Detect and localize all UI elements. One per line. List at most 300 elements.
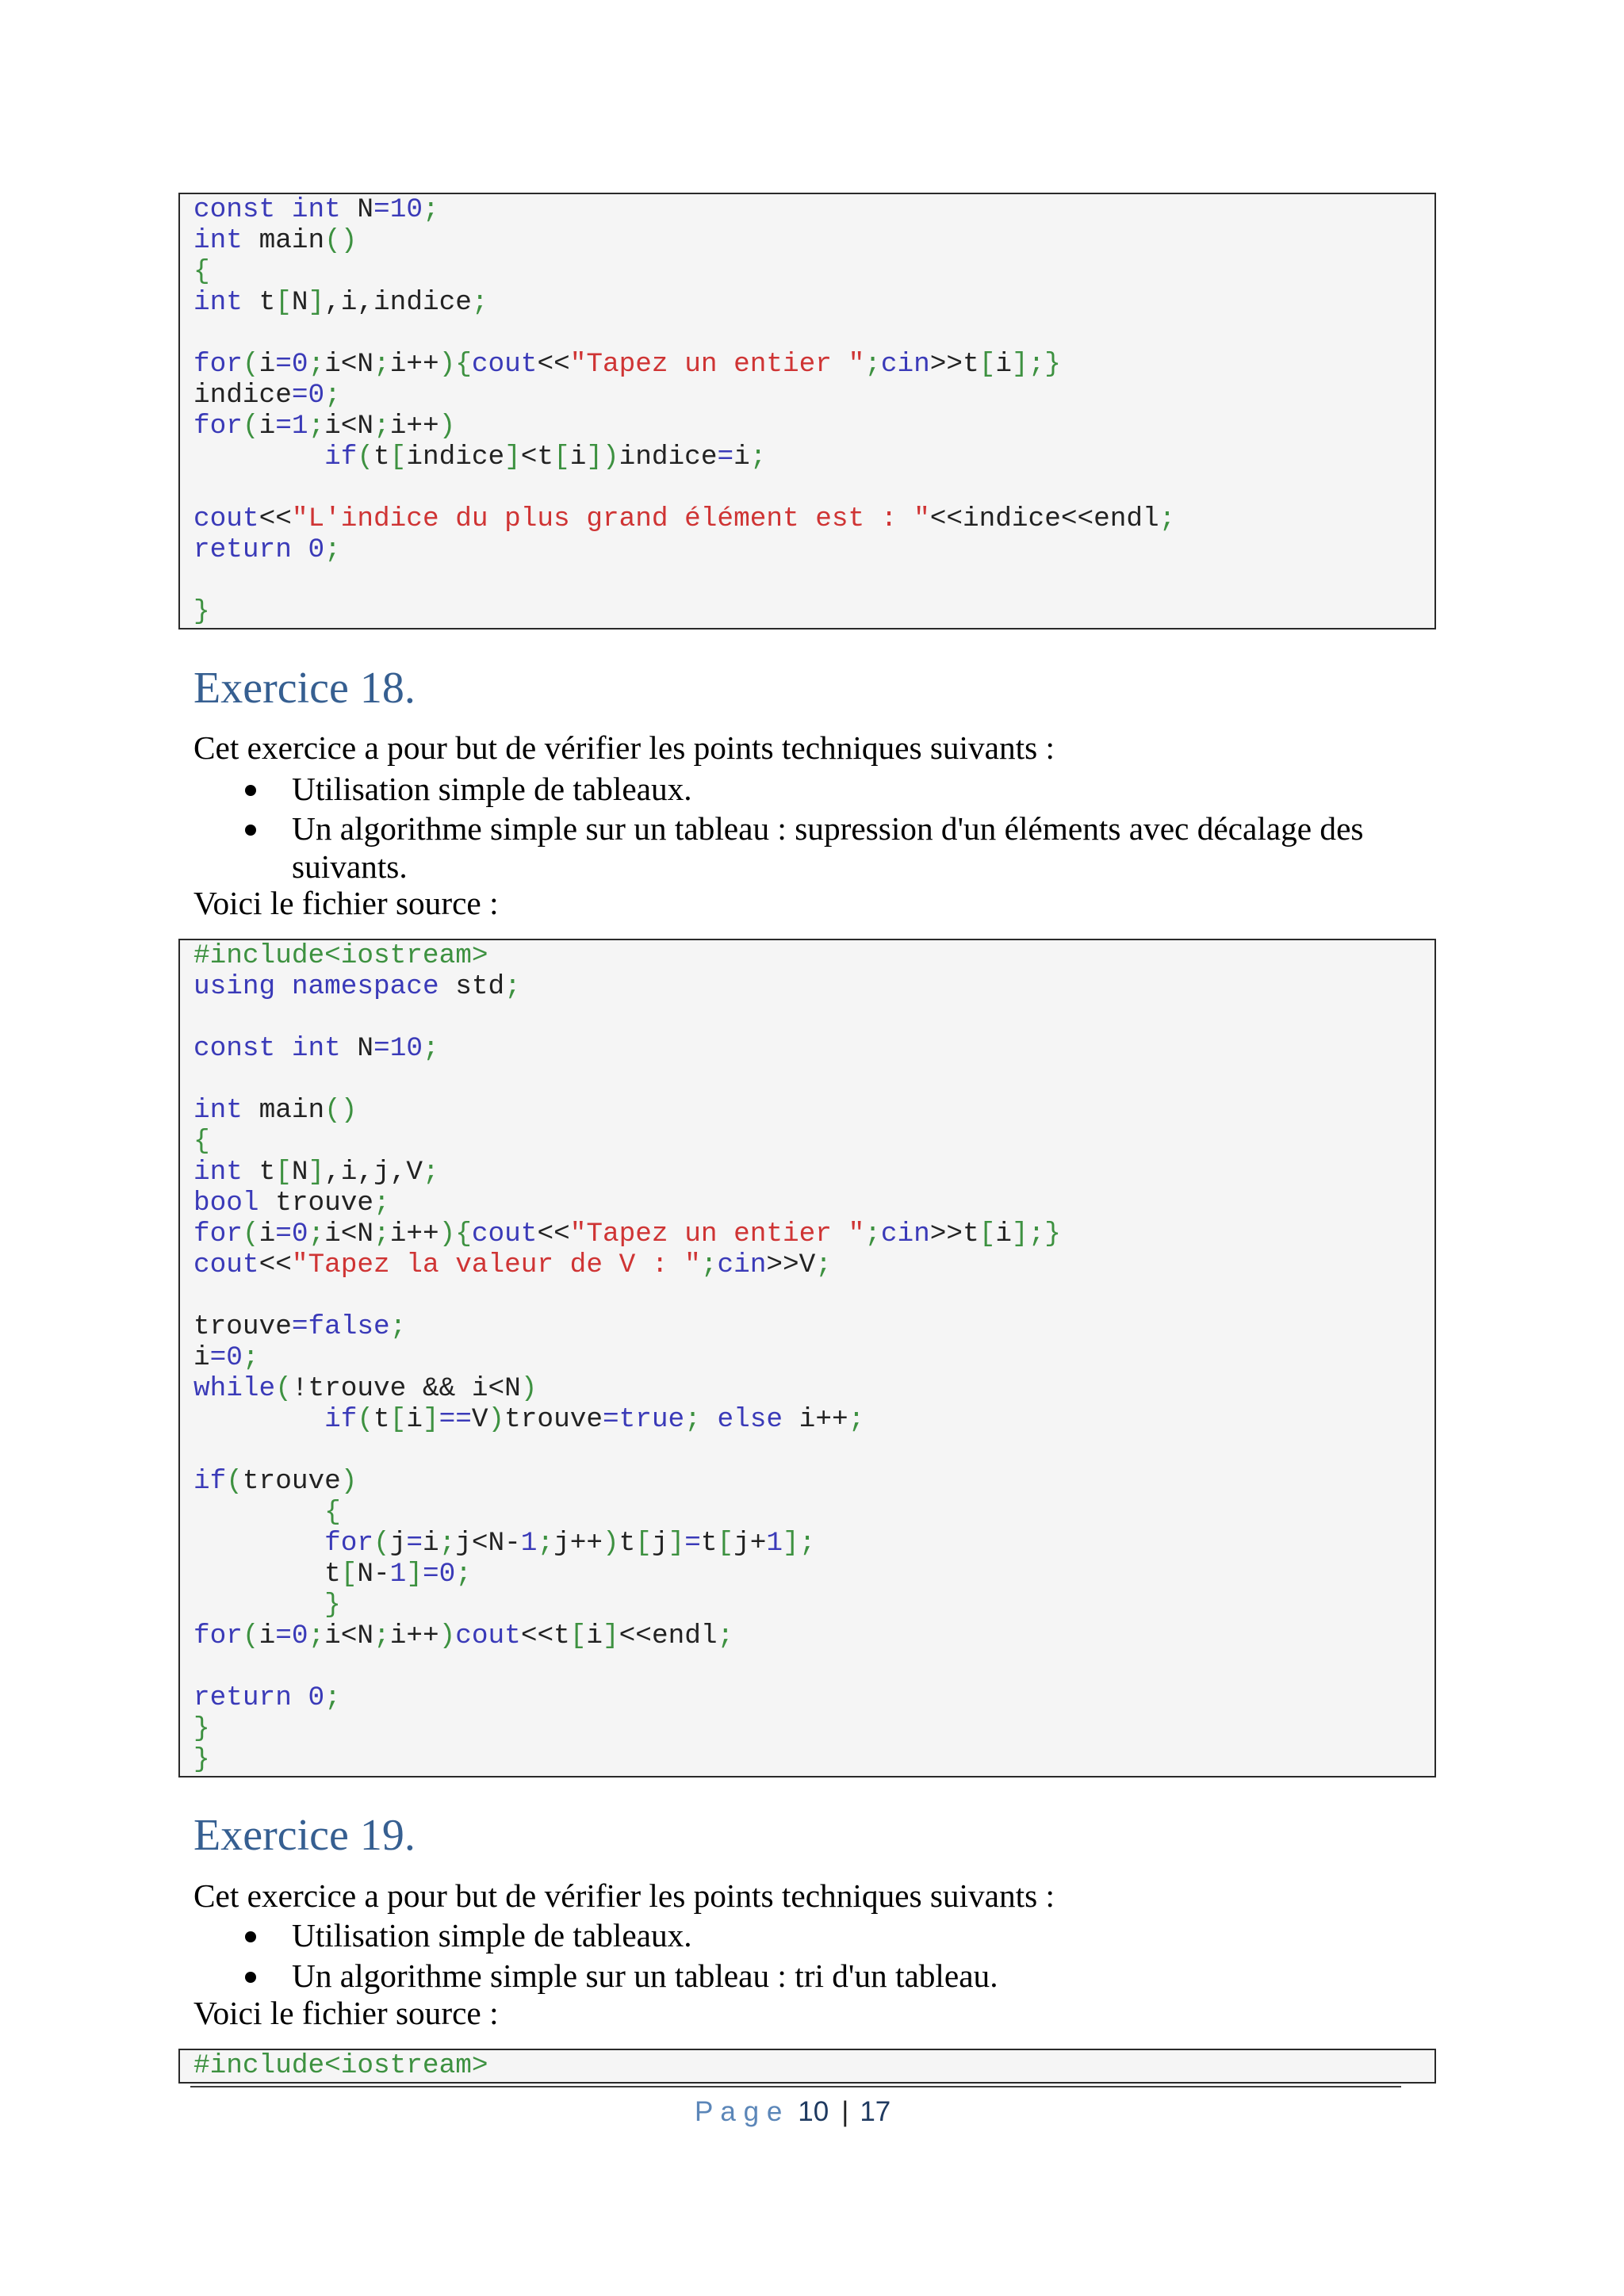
- footer-divider: [190, 2086, 1401, 2087]
- code-token: ]: [1011, 1219, 1028, 1249]
- code-token: [275, 1033, 292, 1064]
- code-token: ,: [389, 1157, 407, 1188]
- code-token: [: [635, 1528, 652, 1559]
- code-token: const: [193, 194, 276, 225]
- code-token: {: [455, 349, 472, 380]
- code-token: -: [504, 1528, 521, 1559]
- code-line: [193, 473, 1434, 503]
- code-token: ;: [1028, 1219, 1045, 1249]
- code-token: +: [422, 1219, 439, 1249]
- code-token: ): [439, 411, 456, 442]
- code-token: ;: [308, 1219, 325, 1249]
- code-token: [: [389, 442, 407, 473]
- code-token: ): [602, 442, 619, 473]
- code-token: ): [340, 1466, 358, 1497]
- code-token: [: [275, 287, 292, 318]
- code-token: ;: [864, 349, 881, 380]
- code-token: [243, 225, 259, 256]
- code-token: ,: [357, 287, 374, 318]
- code-token: ): [439, 1621, 456, 1651]
- exercise-19-bullet-2: [292, 1957, 1427, 1996]
- code-token: using: [193, 971, 276, 1002]
- code-token: 0: [226, 1342, 243, 1373]
- code-token: <: [1060, 503, 1078, 534]
- code-token: 0: [308, 534, 325, 565]
- code-token: i: [586, 1621, 603, 1651]
- code-token: [: [275, 1157, 292, 1188]
- code-token: i: [406, 1404, 423, 1435]
- code-token: ;: [389, 1311, 407, 1342]
- code-token: if: [193, 1466, 227, 1497]
- code-token: ,: [357, 1157, 374, 1188]
- code-token: ): [488, 1404, 505, 1435]
- code-token: if: [324, 1404, 358, 1435]
- code-token: }: [193, 596, 210, 627]
- bullet-text: Un algorithme simple sur un tableau : tri d'un tableau.: [292, 1957, 998, 1994]
- code-token: N: [504, 1373, 521, 1404]
- code-token: }: [193, 1744, 210, 1775]
- code-token: indice: [406, 442, 505, 473]
- code-line: [193, 1497, 1434, 1528]
- code-token: trouve: [504, 1404, 603, 1435]
- code-token: i: [389, 1621, 407, 1651]
- code-token: ;: [242, 1342, 259, 1373]
- code-line: [193, 1280, 1434, 1311]
- exercise-18-code-block: [178, 939, 1436, 1777]
- code-token: <: [537, 1219, 554, 1249]
- code-token: [439, 971, 456, 1002]
- code-line: [193, 565, 1434, 596]
- code-line: [193, 1249, 1434, 1280]
- code-token: <: [259, 1249, 276, 1280]
- code-token: [193, 1559, 324, 1590]
- code-token: [243, 287, 259, 318]
- code-token: ): [520, 1373, 538, 1404]
- code-line: [193, 1157, 1434, 1188]
- code-token: ): [340, 1095, 358, 1126]
- code-token: std: [455, 971, 505, 1002]
- code-token: <: [929, 503, 947, 534]
- code-token: V: [799, 1249, 816, 1280]
- code-line: [193, 1002, 1434, 1033]
- bullet-icon: [245, 785, 256, 796]
- code-token: }: [193, 1713, 210, 1744]
- code-token: ;: [749, 442, 767, 473]
- code-line: [193, 534, 1434, 565]
- exercise-19-code-block: [178, 2049, 1436, 2084]
- code-token: ;: [324, 380, 341, 411]
- code-token: =: [373, 194, 390, 225]
- code-token: <: [537, 1621, 554, 1651]
- code-token: cout: [471, 349, 538, 380]
- code-token: i: [733, 442, 750, 473]
- code-token: return: [193, 534, 292, 565]
- code-token: 0: [308, 380, 325, 411]
- code-token: ;: [422, 1033, 439, 1064]
- code-token: {: [455, 1219, 472, 1249]
- code-token: [341, 1033, 358, 1064]
- code-token: [292, 1682, 308, 1713]
- code-token: [: [569, 1621, 587, 1651]
- code-token: (: [357, 442, 374, 473]
- code-token: [: [340, 1559, 358, 1590]
- code-token: #include<iostream>: [193, 940, 488, 971]
- code-token: >: [783, 1249, 799, 1280]
- exercise-19-source-label: Voici le fichier source :: [193, 1995, 499, 2031]
- code-line: [193, 940, 1434, 971]
- bullet-icon: [245, 1972, 256, 1983]
- code-token: trouve: [308, 1373, 407, 1404]
- code-token: j: [373, 1157, 390, 1188]
- code-token: cout: [193, 1249, 259, 1280]
- code-token: int: [193, 1157, 243, 1188]
- code-line: [193, 411, 1434, 442]
- exercise-18-bullet-2: [292, 810, 1427, 886]
- code-token: +: [406, 1219, 423, 1249]
- code-token: i: [389, 349, 407, 380]
- code-token: ;: [422, 194, 439, 225]
- code-token: }: [1044, 1219, 1061, 1249]
- code-token: =: [291, 380, 308, 411]
- code-token: <: [259, 503, 276, 534]
- code-token: N: [488, 1528, 505, 1559]
- exercise-19-bullet-1: [292, 1917, 1427, 1955]
- code-token: (: [242, 1621, 259, 1651]
- code-token: ;: [308, 1621, 325, 1651]
- code-token: =: [209, 1342, 227, 1373]
- code-line: [193, 1033, 1434, 1064]
- code-token: ;: [717, 1621, 734, 1651]
- code-token: {: [324, 1497, 341, 1528]
- code-token: i: [995, 1219, 1012, 1249]
- code-token: <: [488, 1373, 505, 1404]
- code-token: V: [471, 1404, 488, 1435]
- page-label: P a g e: [695, 2096, 783, 2127]
- code-line: [193, 1064, 1434, 1095]
- code-token: t: [700, 1528, 718, 1559]
- code-token: ;: [455, 1559, 472, 1590]
- code-token: =: [422, 1559, 439, 1590]
- code-token: ]: [783, 1528, 799, 1559]
- code-token: >: [929, 1219, 947, 1249]
- code-token: N: [291, 1157, 308, 1188]
- code-token: ;: [1159, 503, 1176, 534]
- code-token: }: [324, 1590, 341, 1621]
- code-token: j: [389, 1528, 407, 1559]
- code-token: ]: [308, 287, 325, 318]
- code-token: {: [193, 256, 210, 287]
- code-token: "L'indice du plus grand élément est : ": [291, 503, 930, 534]
- code-token: i: [324, 349, 341, 380]
- code-token: >: [929, 349, 947, 380]
- code-token: (: [242, 411, 259, 442]
- code-token: t: [963, 349, 979, 380]
- bullet-icon: [245, 825, 256, 836]
- code-token: [455, 1373, 472, 1404]
- code-token: 0: [291, 1621, 308, 1651]
- code-token: i: [259, 349, 276, 380]
- code-token: cin: [717, 1249, 767, 1280]
- code-token: "Tapez la valeur de V : ": [291, 1249, 701, 1280]
- code-token: return: [193, 1682, 292, 1713]
- code-token: <: [553, 349, 570, 380]
- code-token: <: [635, 1621, 652, 1651]
- code-token: ==: [439, 1404, 472, 1435]
- code-token: <: [340, 411, 358, 442]
- code-token: =: [275, 1219, 292, 1249]
- code-token: j: [651, 1528, 668, 1559]
- code-token: i: [324, 1621, 341, 1651]
- code-token: <: [619, 1621, 636, 1651]
- code-line: [193, 349, 1434, 380]
- code-line: [193, 1590, 1434, 1621]
- code-token: >: [946, 349, 963, 380]
- code-token: i: [389, 411, 407, 442]
- code-token: true: [619, 1404, 685, 1435]
- previous-exercise-code-block: [178, 193, 1436, 629]
- code-line: [193, 380, 1434, 411]
- code-line: [193, 1528, 1434, 1559]
- code-line: [193, 225, 1434, 256]
- page-number: 10: [798, 2096, 829, 2127]
- code-token: =: [406, 1528, 423, 1559]
- code-token: i: [422, 1528, 439, 1559]
- code-line: [193, 1559, 1434, 1590]
- code-line: [193, 1188, 1434, 1219]
- code-token: t: [324, 1559, 341, 1590]
- code-token: =: [275, 411, 292, 442]
- code-token: else: [717, 1404, 783, 1435]
- code-token: +: [749, 1528, 767, 1559]
- code-token: !: [291, 1373, 308, 1404]
- code-token: 1: [389, 1559, 407, 1590]
- code-line: [193, 256, 1434, 287]
- code-token: ;: [700, 1249, 718, 1280]
- code-token: 10: [389, 194, 423, 225]
- code-token: >: [766, 1249, 783, 1280]
- code-token: for: [193, 411, 243, 442]
- code-token: indice: [373, 287, 472, 318]
- code-token: +: [406, 1621, 423, 1651]
- code-line: [193, 1466, 1434, 1497]
- code-token: bool: [193, 1188, 259, 1219]
- code-token: N: [357, 194, 374, 225]
- code-token: t: [619, 1528, 636, 1559]
- exercise-19-intro: Cet exercice a pour but de vérifier les points techniques suivants :: [193, 1877, 1055, 1914]
- code-token: ;: [373, 1621, 390, 1651]
- code-line: [193, 971, 1434, 1002]
- code-line: [193, 287, 1434, 318]
- code-token: 10: [389, 1033, 423, 1064]
- code-token: <: [553, 1219, 570, 1249]
- code-line: [193, 596, 1434, 627]
- code-token: +: [422, 411, 439, 442]
- code-token: trouve: [275, 1188, 374, 1219]
- code-token: (: [242, 1219, 259, 1249]
- code-token: i: [569, 442, 587, 473]
- exercise-18-bullet-1: [292, 771, 1427, 809]
- code-token: ]: [586, 442, 603, 473]
- code-token: =: [275, 349, 292, 380]
- code-line: [193, 1744, 1434, 1775]
- code-token: [406, 1373, 423, 1404]
- code-token: cin: [880, 349, 930, 380]
- code-token: for: [193, 1219, 243, 1249]
- code-token: <: [520, 1621, 538, 1651]
- code-line: [193, 1621, 1434, 1651]
- code-token: false: [308, 1311, 390, 1342]
- code-token: [275, 194, 292, 225]
- code-token: i: [389, 1219, 407, 1249]
- code-token: ;: [537, 1528, 554, 1559]
- code-token: ): [439, 1219, 456, 1249]
- code-token: [259, 1188, 276, 1219]
- code-token: ;: [373, 411, 390, 442]
- code-token: +: [569, 1528, 587, 1559]
- code-token: ;: [684, 1404, 701, 1435]
- code-line: [193, 1373, 1434, 1404]
- code-token: [: [979, 1219, 996, 1249]
- code-token: endl: [1094, 503, 1159, 534]
- code-token: i: [995, 349, 1012, 380]
- code-token: [193, 1404, 324, 1435]
- code-token: i: [259, 411, 276, 442]
- code-token: t: [373, 442, 390, 473]
- code-line: [193, 442, 1434, 473]
- code-token: =: [684, 1528, 701, 1559]
- code-line: [193, 1404, 1434, 1435]
- code-token: <: [340, 1621, 358, 1651]
- code-token: [243, 1095, 259, 1126]
- code-token: +: [422, 349, 439, 380]
- code-token: }: [1044, 349, 1061, 380]
- code-token: ;: [373, 349, 390, 380]
- code-token: +: [422, 1621, 439, 1651]
- code-token: i: [324, 1219, 341, 1249]
- code-token: i: [259, 1219, 276, 1249]
- code-token: ;: [308, 349, 325, 380]
- code-token: namespace: [291, 971, 439, 1002]
- code-token: &: [439, 1373, 456, 1404]
- code-token: j: [553, 1528, 570, 1559]
- code-token: i: [799, 1404, 816, 1435]
- code-token: (: [242, 349, 259, 380]
- code-line: [193, 503, 1434, 534]
- code-token: ;: [848, 1404, 865, 1435]
- code-token: int: [193, 225, 243, 256]
- code-token: for: [324, 1528, 374, 1559]
- code-token: t: [373, 1404, 390, 1435]
- code-token: ]: [406, 1559, 423, 1590]
- code-token: t: [259, 287, 276, 318]
- code-token: =: [291, 1311, 308, 1342]
- bullet-text: Un algorithme simple sur un tableau : supression d'un éléments avec décalage des suivants.: [292, 810, 1364, 885]
- code-token: [341, 194, 358, 225]
- code-line: [193, 1651, 1434, 1682]
- code-token: N: [357, 1559, 374, 1590]
- code-token: const: [193, 1033, 276, 1064]
- code-token: ]: [308, 1157, 325, 1188]
- code-token: ;: [373, 1188, 390, 1219]
- code-token: (: [357, 1404, 374, 1435]
- code-token: i: [340, 1157, 358, 1188]
- code-token: ]: [603, 1621, 619, 1651]
- code-token: <: [946, 503, 963, 534]
- exercise-18-heading: Exercice 18.: [193, 664, 416, 713]
- code-token: t: [537, 442, 554, 473]
- code-token: =: [275, 1621, 292, 1651]
- code-token: indice: [193, 380, 292, 411]
- code-line: [193, 1311, 1434, 1342]
- code-line: [193, 1682, 1434, 1713]
- code-token: (: [324, 1095, 341, 1126]
- code-token: ]: [504, 442, 521, 473]
- code-token: N: [357, 1621, 374, 1651]
- code-token: <: [340, 1219, 358, 1249]
- code-line: [193, 2050, 1434, 2081]
- code-token: ;: [324, 534, 341, 565]
- code-token: 1: [291, 411, 308, 442]
- exercise-18-source-label: Voici le fichier source :: [193, 885, 499, 921]
- code-token: cout: [471, 1219, 538, 1249]
- code-token: 0: [439, 1559, 456, 1590]
- code-token: "Tapez un entier ": [569, 1219, 865, 1249]
- code-token: N: [291, 287, 308, 318]
- code-token: cin: [880, 1219, 930, 1249]
- code-line: [193, 318, 1434, 349]
- code-token: i: [340, 287, 358, 318]
- code-token: trouve: [193, 1311, 292, 1342]
- code-token: i: [193, 1342, 210, 1373]
- code-token: int: [193, 1095, 243, 1126]
- code-token: ;: [504, 971, 521, 1002]
- code-token: int: [193, 287, 243, 318]
- code-token: [701, 1404, 718, 1435]
- code-line: [193, 1342, 1434, 1373]
- code-token: ;: [815, 1249, 832, 1280]
- code-token: i: [324, 411, 341, 442]
- code-token: +: [815, 1404, 832, 1435]
- code-token: ]: [1011, 349, 1028, 380]
- code-token: [193, 1528, 324, 1559]
- code-token: (: [373, 1528, 390, 1559]
- exercise-19-heading: Exercice 19.: [193, 1811, 416, 1860]
- code-token: ;: [324, 1682, 341, 1713]
- code-token: N: [357, 349, 374, 380]
- code-token: <: [471, 1528, 488, 1559]
- code-token: {: [193, 1126, 210, 1157]
- code-token: =: [602, 1404, 619, 1435]
- code-token: +: [406, 349, 423, 380]
- code-token: ;: [864, 1219, 881, 1249]
- code-token: ;: [308, 411, 325, 442]
- code-token: indice: [619, 442, 718, 473]
- code-token: <: [340, 349, 358, 380]
- code-token: &: [422, 1373, 439, 1404]
- code-token: <: [275, 503, 292, 534]
- code-token: ;: [799, 1528, 816, 1559]
- code-token: endl: [651, 1621, 718, 1651]
- code-line: [193, 1219, 1434, 1249]
- code-token: "Tapez un entier ": [569, 349, 865, 380]
- code-token: +: [831, 1404, 848, 1435]
- code-token: int: [291, 1033, 341, 1064]
- code-token: [193, 1497, 324, 1528]
- code-token: [275, 971, 292, 1002]
- code-token: (: [226, 1466, 243, 1497]
- code-token: ): [603, 1528, 619, 1559]
- code-token: [: [717, 1528, 734, 1559]
